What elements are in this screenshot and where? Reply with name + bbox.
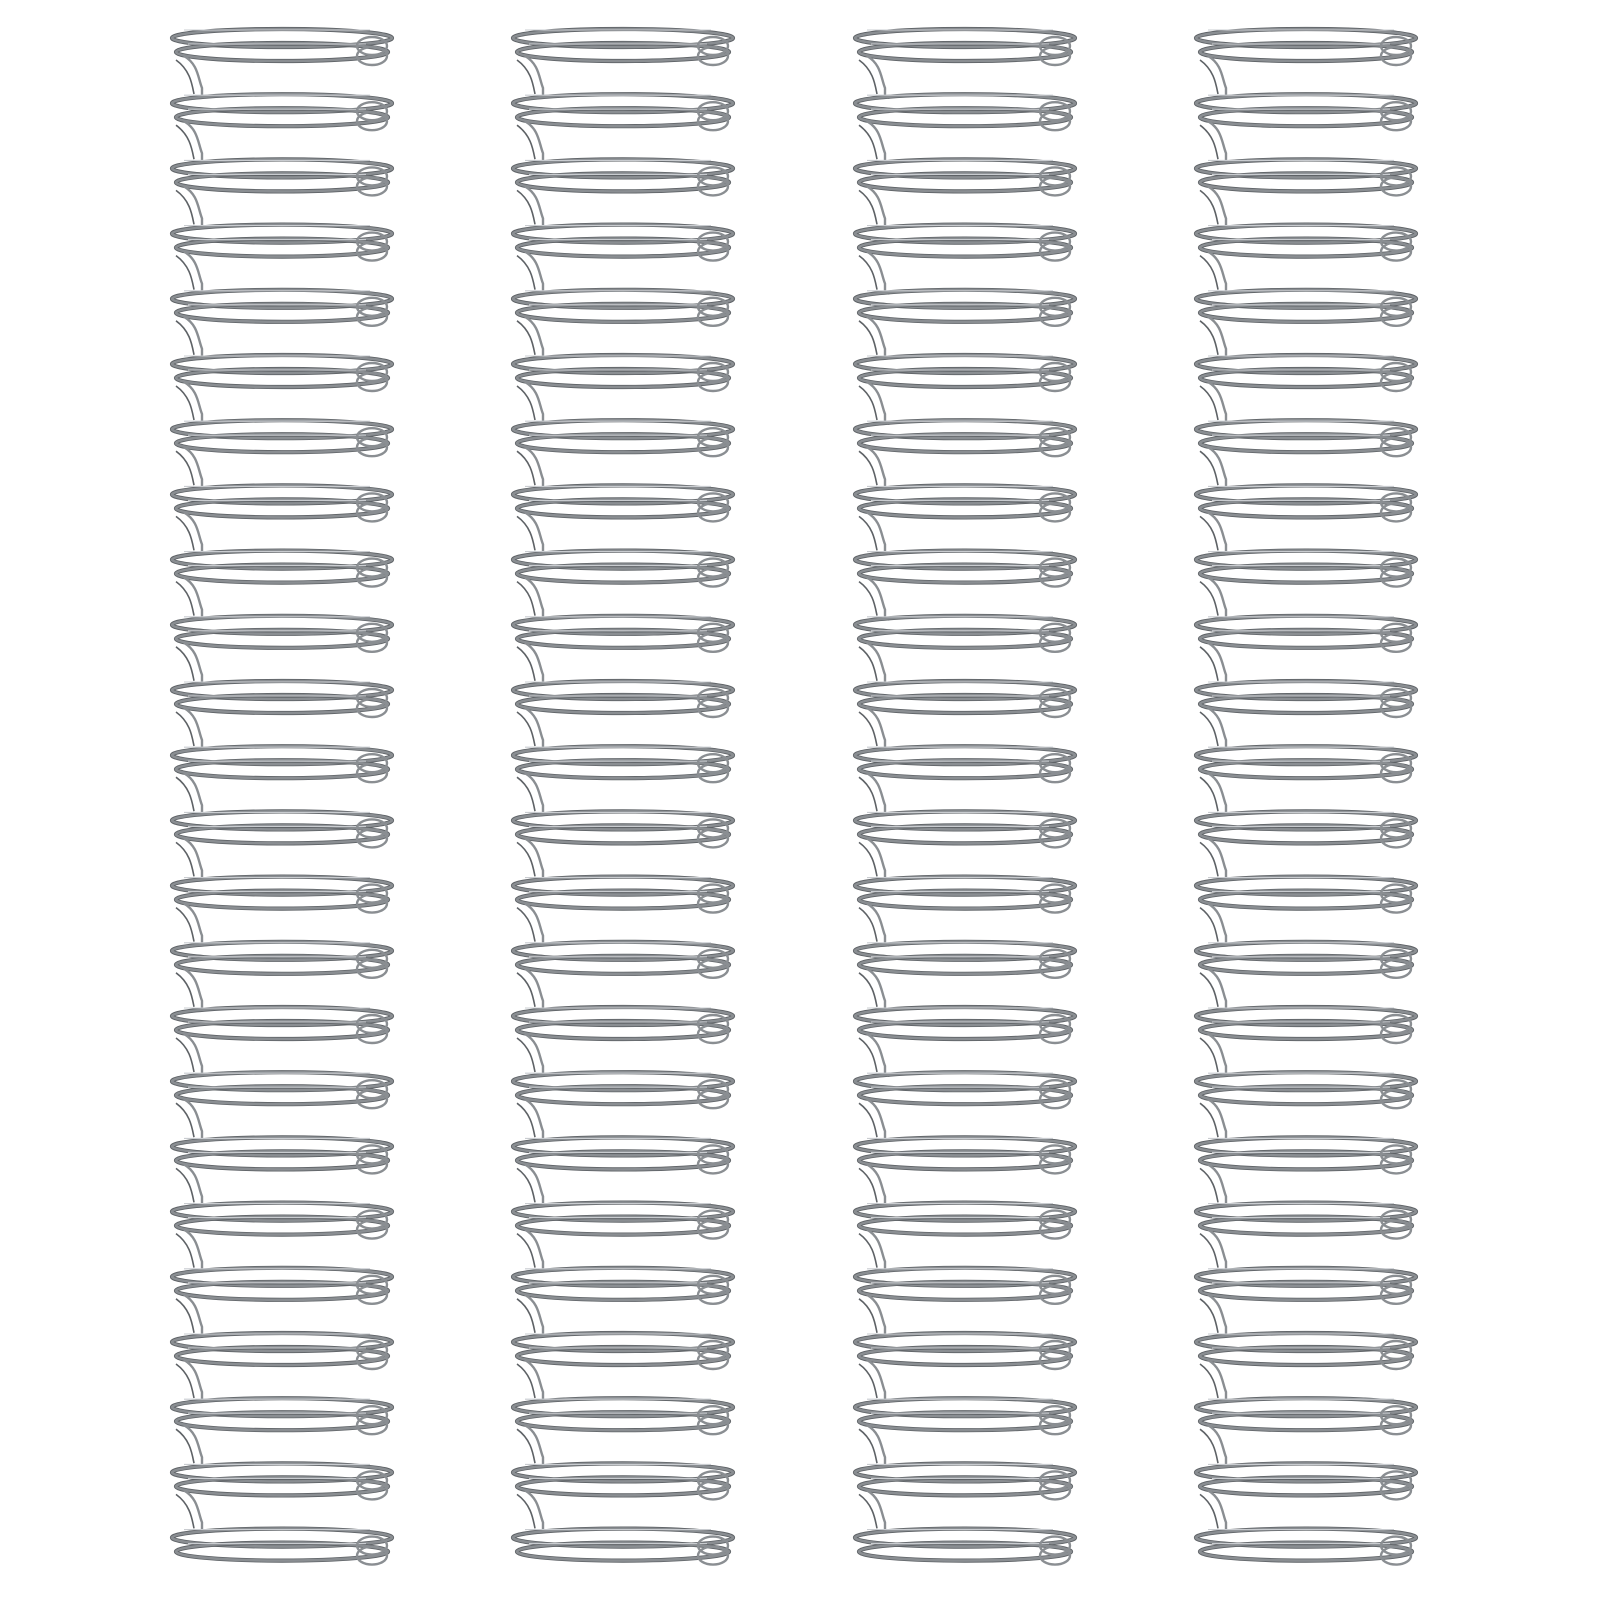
wire-connector-back (859, 1038, 877, 1072)
wire-loop-pair (855, 811, 1075, 877)
spine-2 (513, 29, 733, 1565)
wire-connector-back (176, 908, 194, 942)
wire-connector-back (517, 256, 535, 290)
wire-loop-pair (513, 1529, 733, 1565)
wire-connector-back (1200, 1103, 1218, 1137)
wire-connector-back (1200, 908, 1218, 942)
wire-connector-back (859, 1299, 877, 1333)
wire-connector-back (517, 1494, 535, 1528)
wire-connector-back (1200, 256, 1218, 290)
wire-connector-back (1200, 1038, 1218, 1072)
wire-loop-pair (513, 420, 733, 486)
wire-loop-pair (513, 1137, 733, 1203)
wire-loop-pair (855, 355, 1075, 421)
wire-connector-back (1200, 1364, 1218, 1398)
wire-loop-pair (855, 1072, 1075, 1138)
wire-loop-pair (172, 1529, 392, 1565)
wire-connector-back (517, 1038, 535, 1072)
wire-connector-back (176, 1234, 194, 1268)
wire-connector-back (176, 1494, 194, 1528)
wire-connector-back (176, 712, 194, 746)
wire-loop-pair (172, 355, 392, 421)
spine-3 (855, 29, 1075, 1565)
wire-loop-pair (172, 1203, 392, 1269)
wire-loop-pair (1196, 616, 1416, 682)
wire-connector-back (1200, 712, 1218, 746)
wire-loop-pair (1196, 1268, 1416, 1334)
wire-loop-pair (172, 877, 392, 943)
wire-loop-pair (172, 420, 392, 486)
wire-connector-back (176, 386, 194, 420)
wire-loop-pair (855, 29, 1075, 95)
wire-connector-back (176, 1299, 194, 1333)
wire-loop-pair (855, 1463, 1075, 1529)
wire-connector-back (517, 582, 535, 616)
wire-loop-pair (855, 1333, 1075, 1399)
wire-loop-pair (855, 551, 1075, 617)
wire-connector-back (517, 386, 535, 420)
wire-loop-pair (172, 1072, 392, 1138)
wire-connector-back (859, 1364, 877, 1398)
wire-loop-pair (172, 485, 392, 551)
wire-loop-pair (1196, 355, 1416, 421)
wire-connector-back (517, 1234, 535, 1268)
wire-connector-back (176, 1429, 194, 1463)
wire-connector-back (859, 712, 877, 746)
wire-loop-pair (1196, 1398, 1416, 1464)
wire-loop-pair (1196, 1137, 1416, 1203)
wire-connector-back (517, 1429, 535, 1463)
wire-connector-back (517, 60, 535, 94)
wire-loop-pair (1196, 420, 1416, 486)
wire-connector-back (859, 190, 877, 224)
wire-loop-pair (1196, 746, 1416, 812)
wire-loop-pair (855, 94, 1075, 160)
wire-connector-back (859, 908, 877, 942)
wire-connector-back (1200, 973, 1218, 1007)
wire-connector-back (859, 842, 877, 876)
wire-loop-pair (855, 1398, 1075, 1464)
wire-loop-pair (172, 1398, 392, 1464)
wire-connector-back (1200, 516, 1218, 550)
wire-loop-pair (855, 225, 1075, 291)
wire-loop-pair (172, 616, 392, 682)
wire-connector-back (517, 1299, 535, 1333)
wire-connector-back (1200, 451, 1218, 485)
wire-loop-pair (1196, 29, 1416, 95)
wire-connector-back (1200, 60, 1218, 94)
wire-loop-pair (855, 616, 1075, 682)
wire-loop-pair (1196, 159, 1416, 225)
wire-connector-back (1200, 582, 1218, 616)
wire-loop-pair (855, 746, 1075, 812)
wire-loop-pair (513, 1333, 733, 1399)
wire-loop-pair (855, 1268, 1075, 1334)
wire-connector-back (176, 777, 194, 811)
wire-loop-pair (855, 420, 1075, 486)
wire-loop-pair (855, 1203, 1075, 1269)
wire-connector-back (1200, 1299, 1218, 1333)
wire-connector-back (517, 125, 535, 159)
wire-connector-back (517, 1103, 535, 1137)
wire-connector-back (176, 1364, 194, 1398)
wire-loop-pair (172, 942, 392, 1008)
wire-connector-back (517, 777, 535, 811)
wire-loop-pair (172, 551, 392, 617)
wire-connector-back (859, 1429, 877, 1463)
wire-connector-back (859, 582, 877, 616)
wire-loop-pair (513, 290, 733, 356)
wire-loop-pair (513, 616, 733, 682)
wire-loop-pair (1196, 1333, 1416, 1399)
wire-connector-back (1200, 1494, 1218, 1528)
wire-connector-back (517, 451, 535, 485)
wire-connector-back (176, 60, 194, 94)
wire-loop-pair (172, 225, 392, 291)
wire-loop-pair (513, 1398, 733, 1464)
wire-loop-pair (172, 94, 392, 160)
wire-loop-pair (513, 746, 733, 812)
wire-loop-pair (1196, 485, 1416, 551)
wire-loop-pair (855, 1529, 1075, 1565)
wire-loop-pair (1196, 551, 1416, 617)
wire-connector-back (176, 1103, 194, 1137)
wire-connector-back (859, 321, 877, 355)
wire-connector-back (517, 973, 535, 1007)
wire-connector-back (176, 256, 194, 290)
wire-loop-pair (513, 942, 733, 1008)
wire-connector-back (1200, 1429, 1218, 1463)
wire-loop-pair (855, 877, 1075, 943)
wire-loop-pair (513, 355, 733, 421)
wire-connector-back (517, 647, 535, 681)
wire-loop-pair (855, 942, 1075, 1008)
wire-connector-back (1200, 321, 1218, 355)
wire-connector-back (859, 777, 877, 811)
wire-loop-pair (513, 159, 733, 225)
wire-loop-pair (1196, 94, 1416, 160)
wire-loop-pair (172, 746, 392, 812)
wire-connector-back (1200, 647, 1218, 681)
wire-loop-pair (172, 290, 392, 356)
spine-1 (172, 29, 392, 1565)
wire-loop-pair (172, 811, 392, 877)
wire-loop-pair (513, 1203, 733, 1269)
wire-connector-back (859, 647, 877, 681)
wire-loop-pair (513, 485, 733, 551)
wire-loop-pair (855, 159, 1075, 225)
wire-connector-back (1200, 386, 1218, 420)
wire-loop-pair (172, 1333, 392, 1399)
wire-connector-back (176, 973, 194, 1007)
wire-connector-back (859, 60, 877, 94)
wire-loop-pair (1196, 1203, 1416, 1269)
wire-loop-pair (513, 94, 733, 160)
wire-connector-back (517, 842, 535, 876)
wire-connector-back (517, 712, 535, 746)
wire-loop-pair (513, 1072, 733, 1138)
wire-loop-pair (1196, 1072, 1416, 1138)
wire-loop-pair (1196, 811, 1416, 877)
wire-connector-back (176, 125, 194, 159)
wire-loop-pair (513, 29, 733, 95)
wire-loop-pair (513, 1007, 733, 1073)
wire-loop-pair (172, 1137, 392, 1203)
wire-loop-pair (513, 877, 733, 943)
wire-connector-back (859, 1103, 877, 1137)
wire-connector-back (176, 190, 194, 224)
wire-loop-pair (513, 811, 733, 877)
wire-connector-back (176, 1038, 194, 1072)
wire-loop-pair (172, 159, 392, 225)
wire-connector-back (517, 321, 535, 355)
spine-4 (1196, 29, 1416, 1565)
wire-connector-back (1200, 125, 1218, 159)
wire-connector-back (176, 647, 194, 681)
wire-loop-pair (513, 1268, 733, 1334)
wire-connector-back (176, 321, 194, 355)
wire-loop-pair (855, 485, 1075, 551)
wire-connector-back (1200, 1234, 1218, 1268)
wire-connector-back (1200, 842, 1218, 876)
wire-loop-pair (1196, 877, 1416, 943)
wire-loop-pair (172, 1463, 392, 1529)
wire-loop-pair (855, 290, 1075, 356)
wire-loop-pair (1196, 225, 1416, 291)
wire-connector-back (859, 516, 877, 550)
wire-connector-back (859, 451, 877, 485)
wire-loop-pair (513, 551, 733, 617)
wire-connector-back (517, 190, 535, 224)
wire-loop-pair (855, 681, 1075, 747)
wire-connector-back (859, 125, 877, 159)
wire-connector-back (517, 1168, 535, 1202)
wire-loop-pair (513, 225, 733, 291)
wire-loop-pair (172, 1268, 392, 1334)
wire-loop-pair (172, 29, 392, 95)
wire-loop-pair (513, 1463, 733, 1529)
wire-connector-back (176, 1168, 194, 1202)
wire-connector-back (859, 1494, 877, 1528)
wire-loop-pair (1196, 681, 1416, 747)
wire-loop-pair (855, 1137, 1075, 1203)
wire-connector-back (176, 516, 194, 550)
wire-loop-pair (1196, 1529, 1416, 1565)
wire-connector-back (176, 842, 194, 876)
wire-loop-pair (1196, 942, 1416, 1008)
wire-loop-pair (513, 681, 733, 747)
wire-loop-pair (855, 1007, 1075, 1073)
wire-loop-pair (172, 681, 392, 747)
wire-connector-back (859, 386, 877, 420)
wire-connector-back (176, 451, 194, 485)
wire-connector-back (517, 908, 535, 942)
wire-loop-pair (1196, 1007, 1416, 1073)
wire-connector-back (859, 973, 877, 1007)
wire-connector-back (1200, 190, 1218, 224)
wire-connector-back (859, 1234, 877, 1268)
wire-connector-back (1200, 1168, 1218, 1202)
wire-loop-pair (1196, 290, 1416, 356)
wire-connector-back (517, 1364, 535, 1398)
wire-connector-back (859, 1168, 877, 1202)
wire-connector-back (859, 256, 877, 290)
wire-loop-pair (172, 1007, 392, 1073)
wire-connector-back (176, 582, 194, 616)
wire-connector-back (517, 516, 535, 550)
wire-connector-back (1200, 777, 1218, 811)
wire-loop-pair (1196, 1463, 1416, 1529)
